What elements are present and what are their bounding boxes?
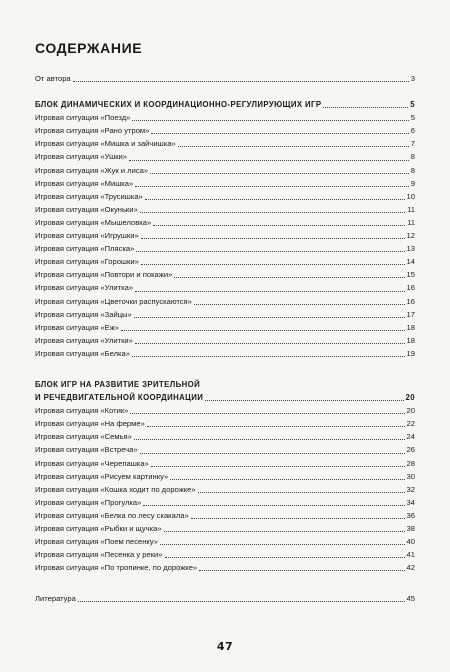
toc-entry-page: 8 (410, 152, 415, 162)
toc-entry[interactable] (35, 295, 415, 308)
toc-entry-label: Игровая ситуация «По тропинке, по дорожке» (35, 563, 198, 573)
toc-entry[interactable] (35, 417, 415, 430)
toc-entry[interactable] (35, 535, 415, 548)
toc-entry-page: 36 (406, 510, 415, 520)
toc-entry-label: Игровая ситуация «Трусишка» (35, 191, 143, 201)
toc-entry-label: Игровая ситуация «Песенка у реки» (35, 550, 163, 560)
dot-leader (160, 544, 405, 545)
toc-entry-label: Игровая ситуация «Еж» (35, 322, 120, 332)
toc-entry-page: 9 (410, 178, 415, 188)
toc-entry-page: 18 (406, 322, 415, 332)
toc-entry[interactable] (35, 548, 415, 561)
dot-leader (164, 531, 405, 532)
toc-entry-page: 5 (410, 113, 415, 123)
toc-entry-label: Игровая ситуация «Поезд» (35, 113, 131, 123)
toc-entry[interactable] (35, 470, 415, 483)
dot-leader (194, 304, 405, 305)
dot-leader (174, 277, 404, 278)
toc-entry[interactable] (35, 483, 415, 496)
toc-entry-label: Игровая ситуация «Белка по лесу скакала» (35, 510, 189, 520)
toc-entry-label: Игровая ситуация «Жук и лиса» (35, 165, 149, 175)
toc-entry-page: 17 (406, 309, 415, 319)
toc-entry-page: 15 (406, 270, 415, 280)
dot-leader (141, 264, 405, 265)
toc-entry-label: Игровая ситуация «Рано утром» (35, 126, 150, 136)
dot-leader (73, 81, 409, 82)
toc-entry[interactable] (35, 457, 415, 470)
toc-entry-label: Игровая ситуация «Семья» (35, 432, 132, 442)
toc-entry[interactable] (35, 334, 415, 347)
toc-entry[interactable] (35, 522, 415, 535)
dot-leader (130, 413, 404, 414)
toc-entry[interactable] (35, 177, 415, 190)
toc-entry-page: 18 (406, 335, 415, 345)
toc-entry[interactable] (35, 268, 415, 281)
dot-leader (135, 186, 409, 187)
toc-entry-literature[interactable] (35, 592, 415, 605)
dot-leader (165, 557, 405, 558)
toc-entry-page: 6 (410, 126, 415, 136)
dot-leader (191, 518, 405, 519)
toc-entry-page: 7 (410, 139, 415, 149)
section-heading-page: 5 (410, 100, 415, 110)
toc-entry-label: Игровая ситуация «Рисуем картинку» (35, 471, 169, 481)
toc-entry[interactable] (35, 561, 415, 574)
toc-entry-label: Игровая ситуация «На ферме» (35, 419, 145, 429)
dot-leader (153, 225, 405, 226)
dot-leader (132, 356, 405, 357)
toc-entry-label: Игровая ситуация «Котик» (35, 406, 129, 416)
toc-entry[interactable] (35, 347, 415, 360)
toc-entry[interactable] (35, 404, 415, 417)
toc-entry-page: 22 (406, 419, 415, 429)
section-heading-visual-coordination[interactable] (35, 391, 415, 404)
toc-entry-page: 32 (406, 484, 415, 494)
page-number: 47 (216, 640, 234, 653)
toc-entry-label: Игровая ситуация «Мышеловка» (35, 217, 152, 227)
toc-entry-page: 30 (406, 471, 415, 481)
toc-entry[interactable] (35, 443, 415, 456)
toc-entry-label: Игровая ситуация «Мишка и зайчишка» (35, 139, 176, 149)
toc-entry-label: Игровая ситуация «Черепашка» (35, 458, 149, 468)
dot-leader (140, 212, 405, 213)
toc-entry-label: Игровая ситуация «Встреча» (35, 445, 138, 455)
toc-entry-page: 11 (407, 217, 415, 227)
toc-entry-label: Литература (35, 594, 76, 604)
toc-entry[interactable] (35, 281, 415, 294)
dot-leader (141, 238, 405, 239)
toc-entry-label: Игровая ситуация «Игрушки» (35, 231, 139, 241)
section-heading-page: 20 (405, 393, 415, 403)
toc-entry[interactable] (35, 321, 415, 334)
toc-entry-label: Игровая ситуация «Цветочки распускаются» (35, 296, 192, 306)
toc-entry-label: Игровая ситуация «Кошка ходит по дорожке» (35, 484, 196, 494)
toc-entry-page: 10 (406, 191, 415, 201)
toc-entry-page: 14 (406, 257, 415, 267)
toc-entry[interactable] (35, 150, 415, 163)
toc-entry-page: 42 (406, 563, 415, 573)
toc-entry[interactable] (35, 124, 415, 137)
dot-leader (151, 466, 405, 467)
dot-leader (198, 492, 405, 493)
toc-entry-label: Игровая ситуация «Горошки» (35, 257, 139, 267)
dot-leader (199, 570, 404, 571)
toc-entry-page: 13 (406, 244, 415, 254)
dot-leader (134, 317, 405, 318)
toc-entry-page: 16 (406, 283, 415, 293)
dot-leader (121, 330, 405, 331)
dot-leader (170, 479, 404, 480)
section2-entry-list (35, 404, 415, 574)
toc-entry[interactable] (35, 308, 415, 321)
dot-leader (147, 426, 405, 427)
dot-leader (140, 453, 405, 454)
toc-entry-label: Игровая ситуация «Улитки» (35, 335, 133, 345)
toc-entry[interactable] (35, 496, 415, 509)
toc-entry[interactable] (35, 509, 415, 522)
toc-entry-page: 11 (407, 204, 415, 214)
toc-entry[interactable] (35, 203, 415, 216)
toc-entry-page: 45 (406, 594, 415, 604)
toc-entry-page: 34 (406, 497, 415, 507)
toc-entry-page: 40 (406, 537, 415, 547)
toc-entry-page: 16 (406, 296, 415, 306)
toc-entry[interactable] (35, 216, 415, 229)
toc-entry-label: Игровая ситуация «Прогулка» (35, 497, 142, 507)
section-heading-dynamic-games[interactable] (35, 98, 415, 111)
toc-entry[interactable] (35, 137, 415, 150)
toc-entry-author[interactable] (35, 72, 415, 85)
dot-leader (323, 107, 408, 108)
toc-entry[interactable] (35, 164, 415, 177)
dot-leader (129, 160, 409, 161)
dot-leader (205, 400, 403, 401)
toc-entry-label: От автора (35, 74, 71, 83)
toc-entry-page: 20 (406, 406, 415, 416)
toc-entry-label: Игровая ситуация «Рыбки и щучка» (35, 524, 162, 533)
toc-entry-page: 24 (406, 432, 415, 442)
toc-entry-page: 38 (406, 524, 415, 533)
toc-entry[interactable] (35, 430, 415, 443)
section1-entry-list (35, 111, 415, 360)
toc-entry-page: 3 (410, 74, 415, 83)
toc-entry-page: 28 (406, 458, 415, 468)
dot-leader (151, 133, 408, 134)
toc-entry-label: Игровая ситуация «Окуньки» (35, 204, 138, 214)
dot-leader (134, 439, 405, 440)
dot-leader (135, 343, 405, 344)
toc-entry[interactable] (35, 190, 415, 203)
toc-entry-label: Игровая ситуация «Мишка» (35, 178, 134, 188)
dot-leader (135, 291, 405, 292)
toc-entry[interactable] (35, 229, 415, 242)
toc-entry-label: Игровая ситуация «Зайцы» (35, 309, 132, 319)
page-title: СОДЕРЖАНИЕ (35, 40, 143, 56)
toc-entry-page: 26 (406, 445, 415, 455)
dot-leader (132, 120, 408, 121)
toc-entry-page: 12 (406, 231, 415, 241)
section-heading-label: БЛОК ДИНАМИЧЕСКИХ И КООРДИНАЦИОННО-РЕГУЛИРУЮЩИХ ИГР (35, 100, 322, 110)
toc-entry-page: 8 (410, 165, 415, 175)
dot-leader (150, 173, 409, 174)
section-heading-visual-line1: БЛОК ИГР НА РАЗВИТИЕ ЗРИТЕЛЬНОЙ (35, 379, 201, 389)
toc-entry-label: Игровая ситуация «Повтори и покажи» (35, 270, 173, 280)
toc-entry-label: Игровая ситуация «Белка» (35, 348, 130, 358)
toc-entry[interactable] (35, 255, 415, 268)
dot-leader (136, 251, 404, 252)
toc-entry-label: Игровая ситуация «Ушки» (35, 152, 128, 162)
dot-leader (143, 505, 404, 506)
toc-entry[interactable] (35, 111, 415, 124)
toc-entry[interactable] (35, 242, 415, 255)
dot-leader (145, 199, 405, 200)
toc-entry-page: 19 (406, 348, 415, 358)
toc-entry-page: 41 (406, 550, 415, 560)
toc-entry-label: Игровая ситуация «Поем песенку» (35, 537, 158, 547)
toc-entry-label: Игровая ситуация «Пляска» (35, 244, 135, 254)
dot-leader (178, 146, 409, 147)
section-heading-label: И РЕЧЕДВИГАТЕЛЬНОЙ КООРДИНАЦИИ (35, 393, 204, 403)
toc-entry-label: Игровая ситуация «Улитка» (35, 283, 134, 293)
dot-leader (78, 601, 405, 602)
